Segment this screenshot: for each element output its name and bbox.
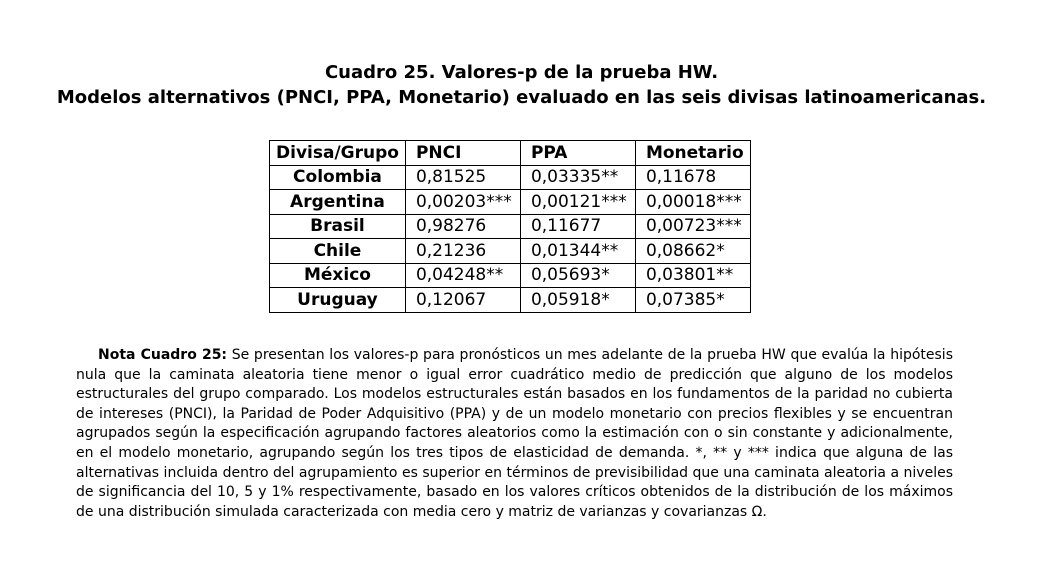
cell-ppa: 0,11677: [520, 214, 635, 239]
cell-pnci: 0,12067: [405, 288, 520, 313]
table-header-row: [270, 141, 751, 166]
table-row: [270, 263, 751, 288]
cell-pnci: 0,81525: [405, 165, 520, 190]
table-row: [270, 190, 751, 215]
cell-monetario: 0,07385*: [635, 288, 750, 313]
table-note: [76, 346, 953, 522]
cell-pnci: 0,98276: [405, 214, 520, 239]
table-row: [270, 239, 751, 264]
row-country: Colombia: [270, 165, 406, 190]
header-ppa: PPA: [520, 141, 635, 166]
table-row: [270, 165, 751, 190]
cell-ppa: 0,00121***: [520, 190, 635, 215]
note-text: Se presentan los valores-p para pronósticos un mes adelante de la prueba HW que evalúa la hipótesis nula que la caminata aleatoria tiene menor o igual error cuadrático medio de predicción que alguno de los modelos estructurales del grupo comparado. Los modelos estructurales están basados en los fundamentos de la paridad no cubierta de intereses (PNCI), la Paridad de Poder Adquisitivo (PPA) y de un modelo monetario con precios flexibles y se encuentran agrupados según la especificación agrupando factores aleatorios como la estimación con o sin constante y adicionalmente, en el modelo monetario, agrupando según los tres tipos de elasticidad de demanda. *, ** y *** indica que alguna de las alternativas incluida dentro del agrupamiento es superior en términos de previsibilidad que una caminata aleatoria a niveles de significancia del 10, 5 y 1% respectivamente, basado en los valores críticos obtenidos de la distribución de los máximos de una distribución simulada caracterizada con media cero y matriz de varianzas y covarianzas Ω.: [76, 347, 953, 520]
cell-ppa: 0,01344**: [520, 239, 635, 264]
table-row: [270, 214, 751, 239]
row-country: Uruguay: [270, 288, 406, 313]
row-country: México: [270, 263, 406, 288]
cell-monetario: 0,00018***: [635, 190, 750, 215]
cell-ppa: 0,05693*: [520, 263, 635, 288]
cell-monetario: 0,03801**: [635, 263, 750, 288]
table-row: [270, 288, 751, 313]
table-subtitle: Modelos alternativos (PNCI, PPA, Monetario) evaluado en las seis divisas latinoamericanas.: [56, 87, 987, 108]
header-pnci: PNCI: [405, 141, 520, 166]
cell-pnci: 0,21236: [405, 239, 520, 264]
cell-ppa: 0,03335**: [520, 165, 635, 190]
row-country: Argentina: [270, 190, 406, 215]
row-country: Chile: [270, 239, 406, 264]
header-monetario: Monetario: [635, 141, 750, 166]
note-label: Nota Cuadro 25:: [98, 347, 228, 363]
cell-monetario: 0,11678: [635, 165, 750, 190]
cell-ppa: 0,05918*: [520, 288, 635, 313]
table-title: Cuadro 25. Valores-p de la prueba HW.: [324, 62, 719, 83]
header-divisa-grupo: Divisa/Grupo: [270, 141, 406, 166]
cell-pnci: 0,04248**: [405, 263, 520, 288]
cell-monetario: 0,00723***: [635, 214, 750, 239]
row-country: Brasil: [270, 214, 406, 239]
pvalues-table: [269, 140, 751, 313]
cell-pnci: 0,00203***: [405, 190, 520, 215]
cell-monetario: 0,08662*: [635, 239, 750, 264]
